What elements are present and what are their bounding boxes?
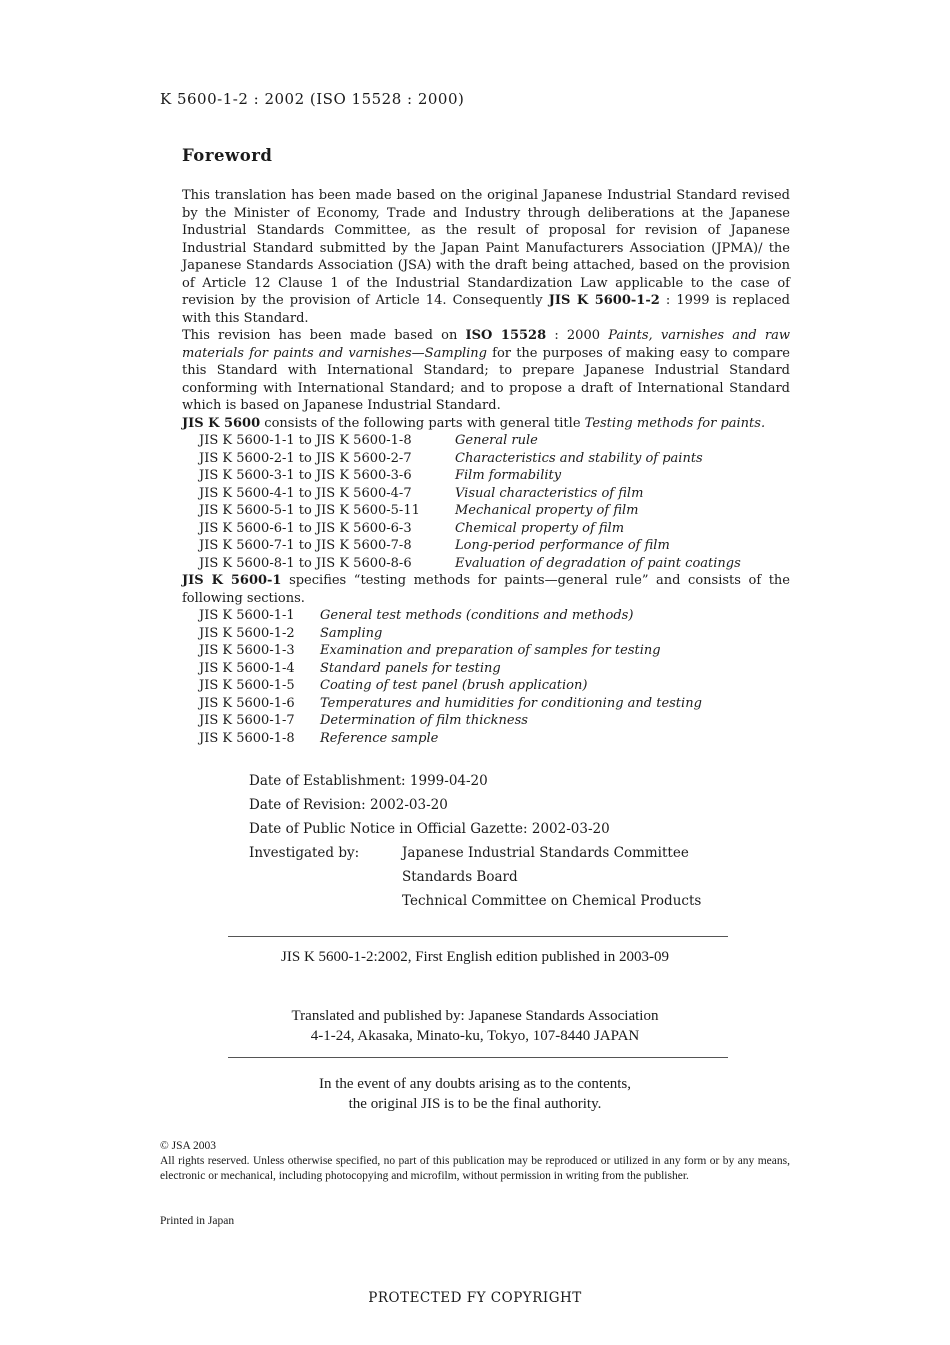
list-item bbox=[182, 607, 790, 625]
foreword-p3-mid: consists of the following parts with general title bbox=[264, 415, 581, 431]
investigator: Standards Board bbox=[402, 869, 518, 885]
part-description: General rule bbox=[455, 433, 538, 448]
printed-in: Printed in Japan bbox=[160, 1215, 235, 1227]
part-code: JIS K 5600-4-1 to JIS K 5600-4-7 bbox=[199, 485, 412, 501]
foreword-p3-standard: JIS K 5600 bbox=[182, 415, 261, 431]
section-description: Sampling bbox=[320, 625, 383, 641]
section-code: JIS K 5600-1-2 bbox=[199, 625, 295, 641]
list-item bbox=[182, 712, 790, 730]
part-description: Long-period performance of film bbox=[455, 538, 670, 553]
copyright-line: © JSA 2003 bbox=[160, 1140, 217, 1152]
foreword-p4-rest: specifies “testing methods for paints—general rule” and consists of the following sections. bbox=[182, 573, 790, 606]
foreword-p4-standard: JIS K 5600-1 bbox=[182, 573, 282, 588]
part-description: Film formability bbox=[455, 468, 562, 483]
foreword-paragraph-1 bbox=[182, 187, 790, 327]
list-item bbox=[182, 432, 790, 450]
list-item bbox=[182, 537, 790, 555]
part-description: Evaluation of degradation of paint coatings bbox=[455, 555, 741, 571]
section-description: Standard panels for testing bbox=[320, 660, 501, 676]
section-code: JIS K 5600-1-3 bbox=[199, 643, 295, 658]
part-code: JIS K 5600-2-1 to JIS K 5600-2-7 bbox=[199, 450, 412, 466]
sections-list bbox=[182, 607, 790, 747]
investigators-list bbox=[402, 841, 701, 913]
list-item bbox=[182, 660, 790, 678]
investigated-by bbox=[249, 841, 701, 913]
foreword-p1-end: : 1999 is replaced with this Standard. bbox=[182, 293, 790, 326]
list-item bbox=[182, 642, 790, 660]
publisher-line-1: Translated and published by: Japanese Standards Association bbox=[291, 1008, 659, 1024]
foreword-paragraph-3 bbox=[182, 415, 790, 433]
list-item bbox=[182, 695, 790, 713]
date-of-establishment: Date of Establishment: 1999-04-20 bbox=[249, 773, 488, 789]
date-of-public-notice: Date of Public Notice in Official Gazette: 2002-03-20 bbox=[249, 821, 610, 837]
foreword-paragraph-4 bbox=[182, 572, 790, 607]
list-item bbox=[182, 485, 790, 503]
edition-line: JIS K 5600-1-2:2002, First English edition published in 2003-09 bbox=[281, 949, 669, 965]
section-code: JIS K 5600-1-5 bbox=[199, 678, 295, 693]
foreword-p2-year: : 2000 bbox=[546, 328, 600, 343]
copyright-block bbox=[160, 1139, 790, 1184]
part-code: JIS K 5600-8-1 to JIS K 5600-8-6 bbox=[199, 555, 412, 571]
publisher-block bbox=[0, 1006, 950, 1046]
list-item bbox=[182, 502, 790, 520]
authority-line-1: In the event of any doubts arising as to the contents, bbox=[318, 1076, 631, 1092]
section-description: Examination and preparation of samples for testing bbox=[320, 643, 661, 658]
foreword-p3-general-title: Testing methods for paints. bbox=[584, 415, 766, 431]
authority-line-2: the original JIS is to be the final authority. bbox=[348, 1096, 602, 1112]
authority-notice bbox=[0, 1074, 950, 1114]
section-code: JIS K 5600-1-8 bbox=[199, 730, 295, 746]
section-code: JIS K 5600-1-1 bbox=[199, 608, 295, 623]
part-description: Visual characteristics of film bbox=[455, 485, 644, 501]
foreword-p2-iso: ISO 15528 bbox=[465, 328, 547, 343]
divider bbox=[228, 936, 728, 937]
part-description: Chemical property of film bbox=[455, 520, 625, 536]
section-description: General test methods (conditions and methods) bbox=[320, 608, 634, 623]
foreword-p1-text: This translation has been made based on the original Japanese Industrial Standard revised by the Minister of Economy, Trade and Industry through deliberations at the Japanese Industrial Standards Committee, as the result of proposal for revision of Japanese Industrial Standard submitted by the Japan Paint Manufacturers Association (JPMA)/ the Japanese Standards Association (JSA) with the draft being attached, based on the provision of Article 12 Clause 1 of the Industrial Standardization Law applicable to the case of revision by the provision of Article 14. Consequently bbox=[182, 188, 790, 308]
foreword-p2-start: This revision has been made based on bbox=[182, 328, 458, 343]
section-description: Determination of film thickness bbox=[320, 713, 528, 728]
section-description: Coating of test panel (brush application) bbox=[320, 678, 588, 693]
foreword-p1-standard: JIS K 5600-1-2 bbox=[548, 293, 660, 308]
investigated-by-label: Investigated by: bbox=[249, 845, 360, 861]
part-description: Characteristics and stability of paints bbox=[455, 450, 703, 466]
document-code-header: K 5600-1-2 : 2002 (ISO 15528 : 2000) bbox=[160, 90, 465, 108]
section-description: Temperatures and humidities for conditioning and testing bbox=[320, 695, 702, 711]
section-code: JIS K 5600-1-6 bbox=[199, 695, 295, 711]
foreword-body bbox=[182, 187, 790, 747]
list-item bbox=[182, 467, 790, 485]
part-description: Mechanical property of film bbox=[455, 503, 639, 518]
list-item bbox=[182, 555, 790, 573]
part-code: JIS K 5600-1-1 to JIS K 5600-1-8 bbox=[199, 433, 412, 448]
investigator: Japanese Industrial Standards Committee bbox=[402, 845, 689, 861]
list-item bbox=[182, 677, 790, 695]
parts-list bbox=[182, 432, 790, 572]
part-code: JIS K 5600-6-1 to JIS K 5600-6-3 bbox=[199, 520, 412, 536]
part-code: JIS K 5600-3-1 to JIS K 5600-3-6 bbox=[199, 468, 412, 483]
foreword-p2-end: for the purposes of making easy to compare this Standard with International Standard; to prepare Japanese Industrial Standard conforming with International Standard; and to propose a draft of International Standard which is based on Japanese Industrial Standard. bbox=[182, 345, 790, 413]
section-code: JIS K 5600-1-7 bbox=[199, 713, 295, 728]
investigator: Technical Committee on Chemical Products bbox=[402, 893, 702, 909]
list-item bbox=[182, 450, 790, 468]
part-code: JIS K 5600-7-1 to JIS K 5600-7-8 bbox=[199, 538, 412, 553]
list-item bbox=[182, 730, 790, 748]
date-of-revision: Date of Revision: 2002-03-20 bbox=[249, 797, 448, 813]
page-title: Foreword bbox=[182, 146, 273, 165]
publisher-address: 4-1-24, Akasaka, Minato-ku, Tokyo, 107-8440 JAPAN bbox=[310, 1028, 640, 1044]
section-description: Reference sample bbox=[320, 730, 439, 746]
foreword-paragraph-2 bbox=[182, 327, 790, 415]
list-item bbox=[182, 625, 790, 643]
foreword-p2-iso-title: Paints, varnishes and raw materials for paints and varnishes—Sampling bbox=[182, 328, 791, 361]
part-code: JIS K 5600-5-1 to JIS K 5600-5-11 bbox=[199, 503, 420, 518]
dates-block bbox=[249, 769, 701, 913]
page-footer: PROTECTED FY COPYRIGHT bbox=[368, 1290, 582, 1306]
section-code: JIS K 5600-1-4 bbox=[199, 660, 295, 676]
copyright-notice: All rights reserved. Unless otherwise specified, no part of this publication may be reproduced or utilized in any form or by any means, electronic or mechanical, including photocopying and microfilm, without permission in writing from the publisher. bbox=[160, 1155, 790, 1182]
list-item bbox=[182, 520, 790, 538]
divider bbox=[228, 1057, 728, 1058]
